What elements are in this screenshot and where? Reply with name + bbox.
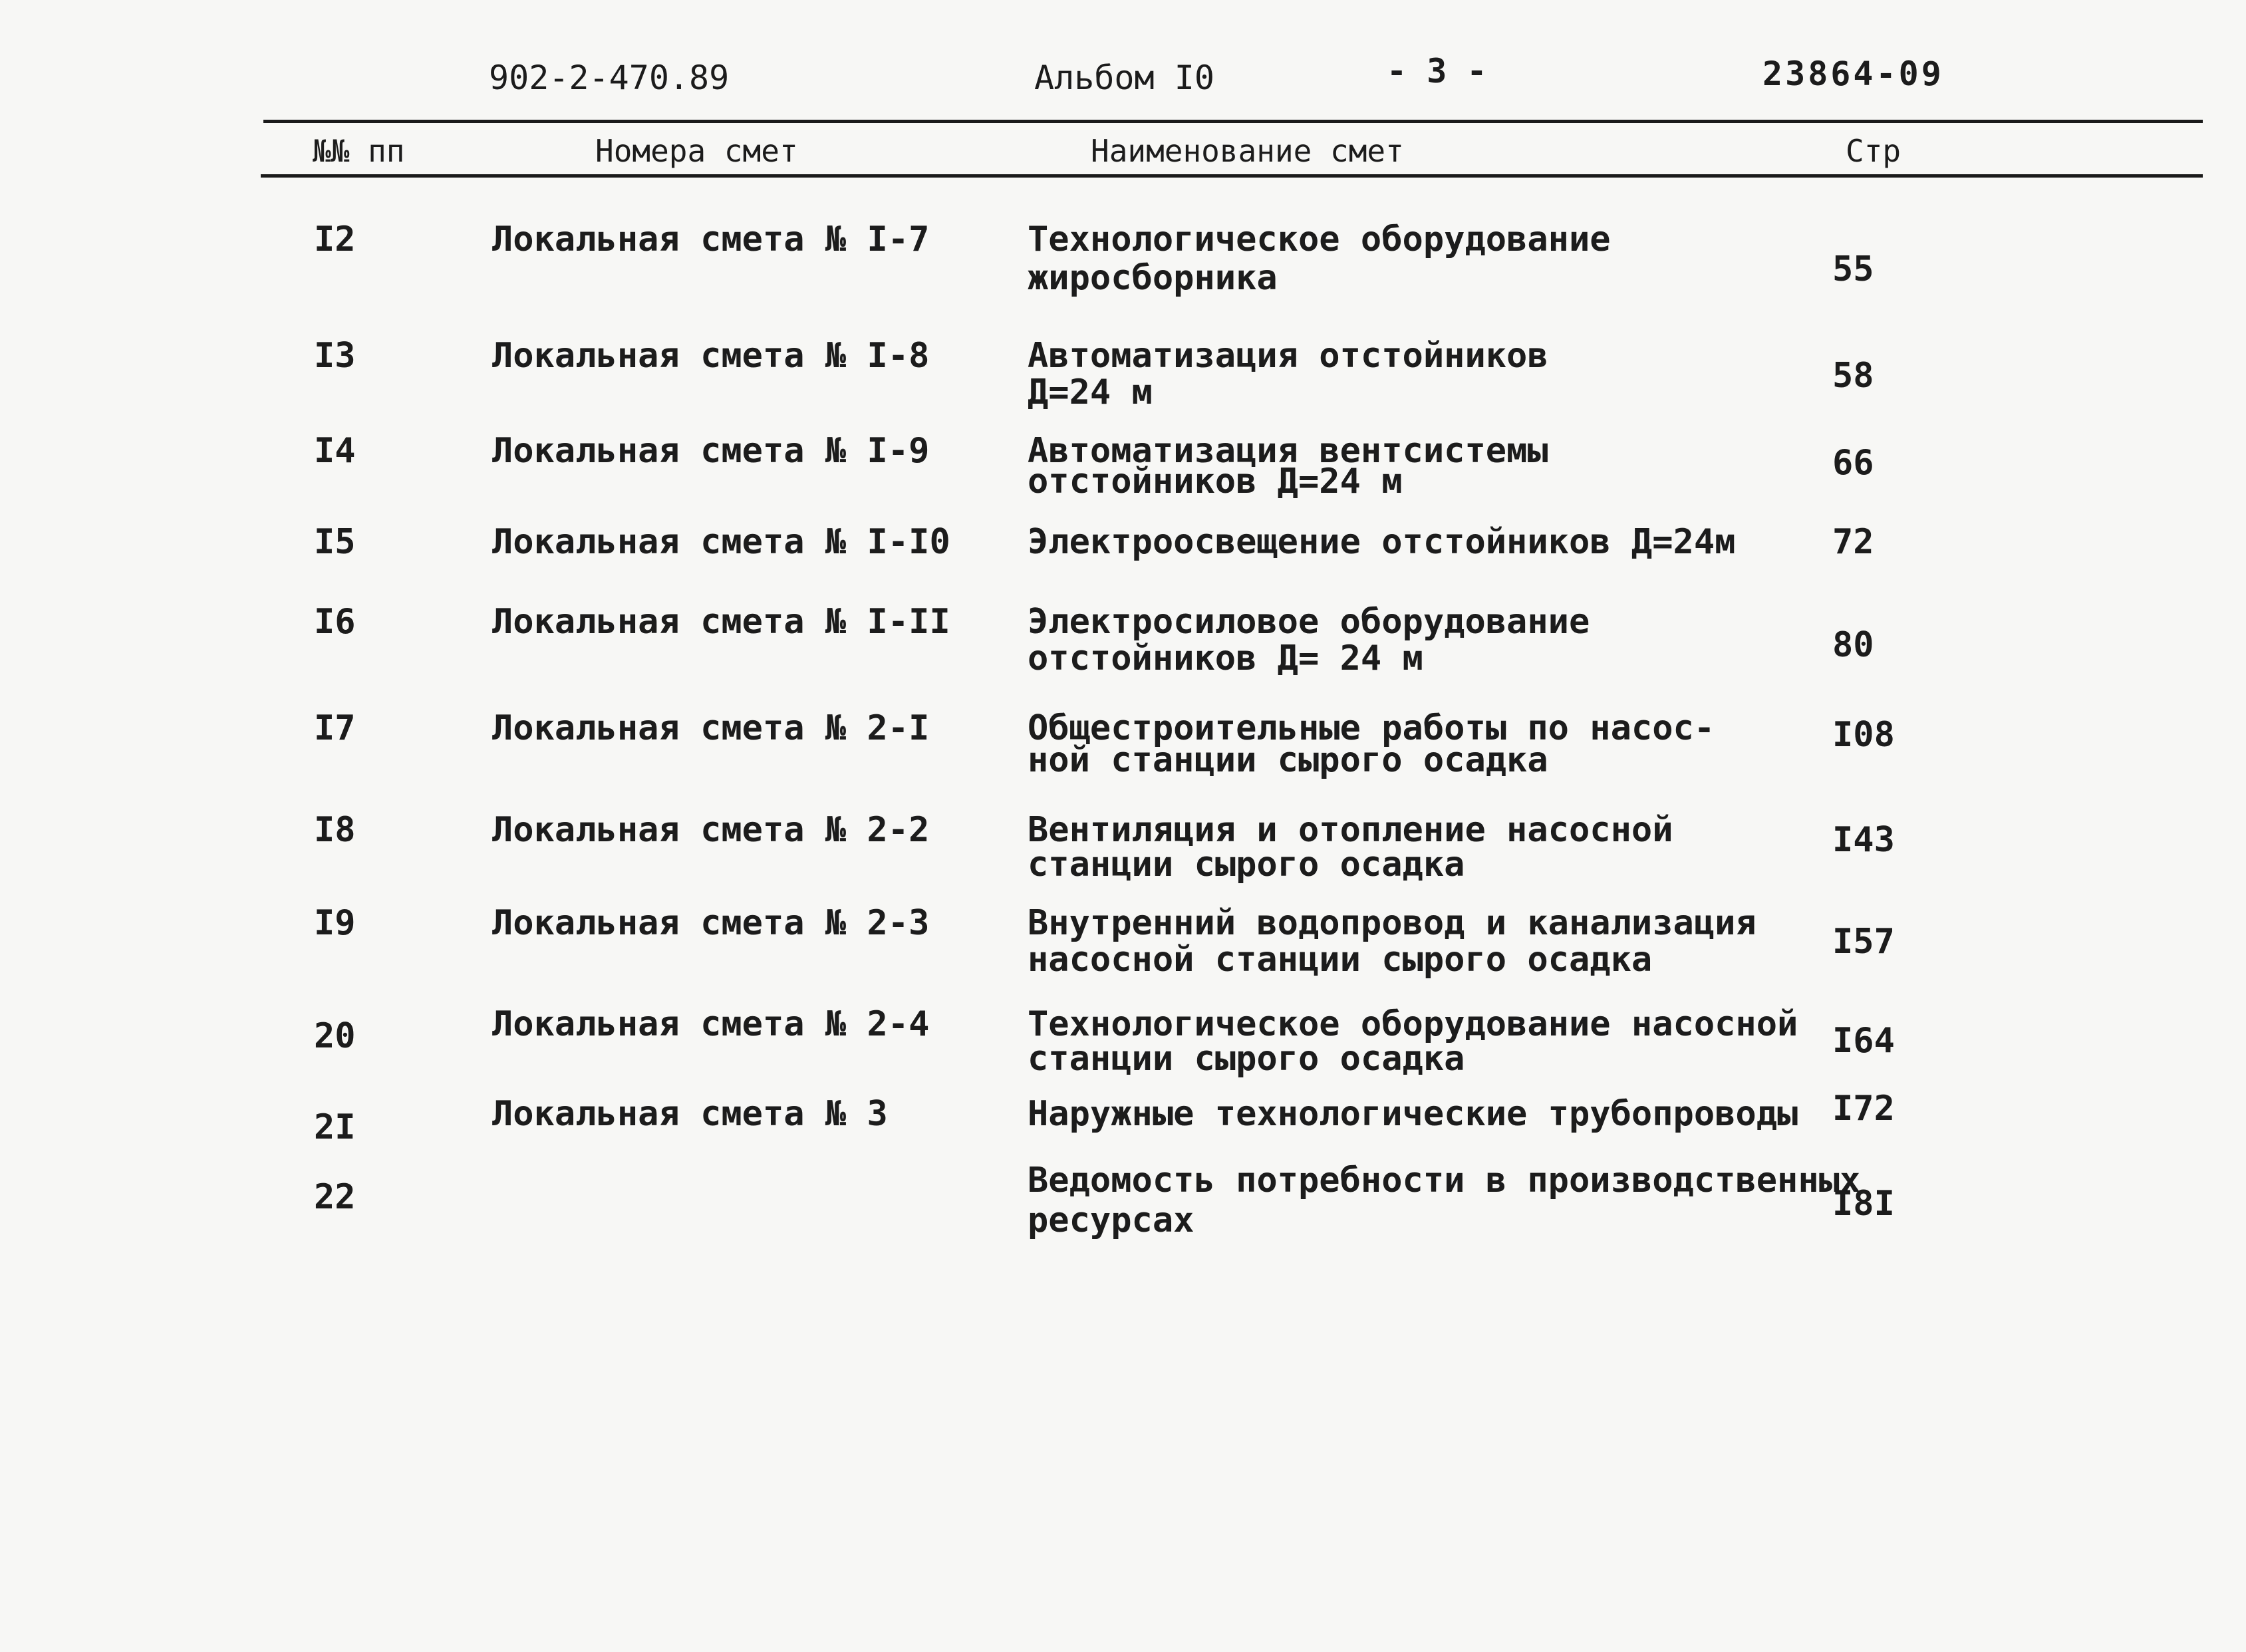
page-ref: 66 [1832,443,1874,483]
page-ref: I8I [1832,1184,1895,1224]
album-label: Альбом I0 [1034,59,1214,97]
estimate-name-line1: Ведомость потребности в производственных [1028,1161,1861,1200]
row-number: 20 [314,1016,356,1056]
row-number: 22 [314,1177,356,1217]
column-header-number: №№ пп [313,133,405,169]
page-ref: 80 [1832,625,1874,665]
estimate-name-line1: Технологическое оборудование насосной [1028,1004,1798,1044]
estimate-number: Локальная смета № I-7 [492,219,930,259]
estimate-name-line1: Общестроительные работы по насос- [1028,708,1715,748]
estimate-name-line1: Электросиловое оборудование [1028,602,1590,642]
estimate-name-line2: отстойников Д=24 м [1028,462,1403,501]
page-ref: 55 [1832,249,1874,289]
estimate-number: Локальная смета № I-9 [492,431,930,471]
row-number: I9 [314,903,356,943]
page-ref: I57 [1832,922,1895,962]
page-ref: 58 [1832,356,1874,396]
column-header-estimate-name: Наименование смет [1091,133,1404,169]
page-ref: 72 [1832,522,1874,562]
estimate-name-line1: Вентиляция и отопление насосной [1028,810,1673,850]
estimate-number: Локальная смета № 3 [492,1094,888,1134]
page-number: - 3 - [1387,52,1487,90]
header-rule-top [263,120,2203,123]
estimate-name-line2: жиросборника [1028,258,1278,298]
estimate-name-line1: Автоматизация вентсистемы [1028,431,1548,471]
archive-number: 23864-09 [1762,55,1944,93]
row-number: I8 [314,810,356,850]
estimate-name-line1: Автоматизация отстойников [1028,336,1548,376]
row-number: I5 [314,522,356,562]
page-ref: I72 [1832,1089,1895,1129]
row-number: I2 [314,219,356,259]
estimate-number: Локальная смета № I-II [492,602,950,642]
estimate-number: Локальная смета № 2-2 [492,810,930,850]
estimate-name-line2: насосной станции сырого осадка [1028,940,1653,980]
row-number: I7 [314,708,356,748]
row-number: I4 [314,431,356,471]
page-ref: I08 [1832,715,1895,755]
estimate-number: Локальная смета № I-I0 [492,522,950,562]
estimate-number: Локальная смета № 2-3 [492,903,930,943]
estimate-number: Локальная смета № 2-4 [492,1004,930,1044]
estimate-number: Локальная смета № 2-I [492,708,930,748]
estimate-name-line2: станции сырого осадка [1028,845,1465,885]
estimate-name-line2: станции сырого осадка [1028,1039,1465,1079]
page-ref: I43 [1832,820,1895,860]
estimate-number: Локальная смета № I-8 [492,336,930,376]
column-header-estimate-number: Номера смет [595,133,798,169]
row-number: I3 [314,336,356,376]
page-ref: I64 [1832,1021,1895,1061]
document-code: 902-2-470.89 [489,59,730,97]
estimate-name-line2: отстойников Д= 24 м [1028,638,1423,678]
estimate-name-line2: Д=24 м [1028,372,1153,412]
header-rule-bottom [261,174,2203,178]
column-header-page: Стр [1846,133,1901,169]
estimate-name-line1: Наружные технологические трубопроводы [1028,1094,1798,1134]
row-number: I6 [314,602,356,642]
estimate-name-line1: Внутренний водопровод и канализация [1028,903,1756,943]
estimate-name-line1: Технологическое оборудование [1028,219,1611,259]
estimate-name-line2: ресурсах [1028,1200,1194,1240]
row-number: 2I [314,1107,356,1147]
estimate-name-line1: Электроосвещение отстойников Д=24м [1028,522,1736,562]
estimate-name-line2: ной станции сырого осадка [1028,740,1548,780]
